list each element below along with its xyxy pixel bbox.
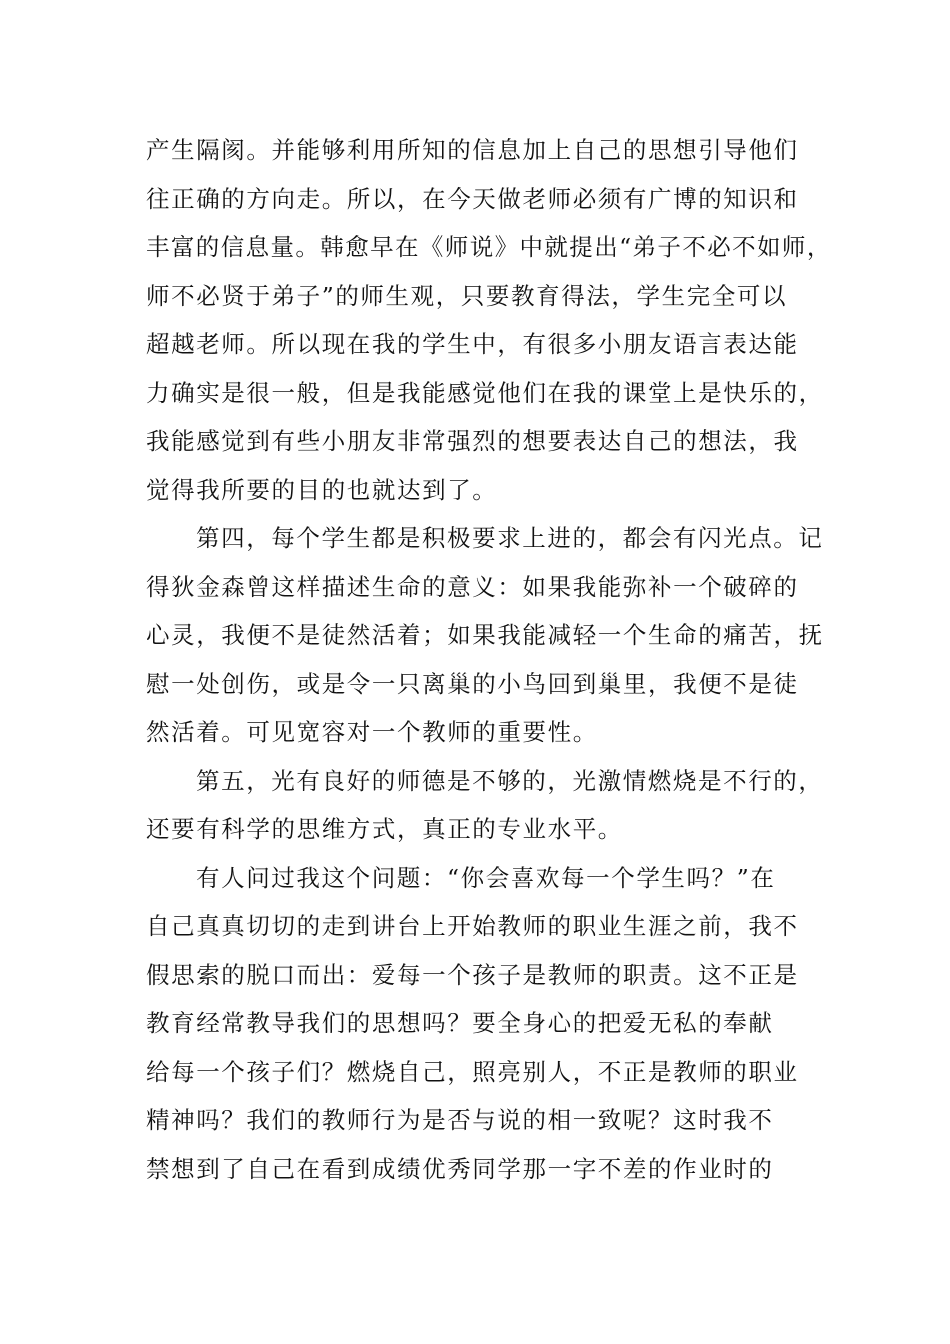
paragraph-first-line: 有人问过我这个问题：“你会喜欢每一个学生吗？”在 [196,863,776,892]
paragraph-first-line: 第四，每个学生都是积极要求上进的，都会有闪光点。记 [196,524,824,552]
text-line: 自己真真切切的走到讲台上开始教师的职业生涯之前，我不 [146,912,799,940]
body-text [146,126,832,1193]
text-line: 还要有科学的思维方式，真正的专业水平。 [146,815,623,843]
text-line: 给每一个孩子们？燃烧自己，照亮别人，不正是教师的职业 [146,1057,799,1086]
text-line: 慰一处创伤，或是令一只离巢的小鸟回到巢里，我便不是徒 [146,669,799,698]
text-line: 力确实是很一般，但是我能感觉他们在我的课堂上是快乐的， [146,378,824,407]
text-line: 往正确的方向走。所以，在今天做老师必须有广博的知识和 [146,184,799,213]
paragraph-first-line: 第五，光有良好的师德是不够的，光激情燃烧是不行的， [196,766,824,795]
text-line: 产生隔阂。并能够利用所知的信息加上自己的思想引导他们 [146,136,799,164]
text-line: 心灵，我便不是徒然活着；如果我能减轻一个生命的痛苦，抚 [146,621,824,649]
text-line: 精神吗？我们的教师行为是否与说的相一致呢？这时我不 [146,1106,774,1134]
text-line: 师不必贤于弟子”的师生观，只要教育得法，学生完全可以 [146,281,788,310]
text-line: 然活着。可见宽容对一个教师的重要性。 [146,718,598,746]
text-line: 超越老师。所以现在我的学生中，有很多小朋友语言表达能 [146,330,799,358]
text-line: 我能感觉到有些小朋友非常强烈的想要表达自己的想法，我 [146,427,799,455]
text-line: 教育经常教导我们的思想吗？要全身心的把爱无私的奉献 [146,1009,774,1037]
text-line: 丰富的信息量。韩愈早在《师说》中就提出“弟子不必不如师， [146,233,832,261]
text-line: 觉得我所要的目的也就达到了。 [146,475,498,504]
text-line: 假思索的脱口而出：爱每一个孩子是教师的职责。这不正是 [146,960,799,989]
text-line: 得狄金森曾这样描述生命的意义：如果我能弥补一个破碎的 [146,572,799,601]
text-line: 禁想到了自己在看到成绩优秀同学那一字不差的作业时的 [146,1154,774,1183]
